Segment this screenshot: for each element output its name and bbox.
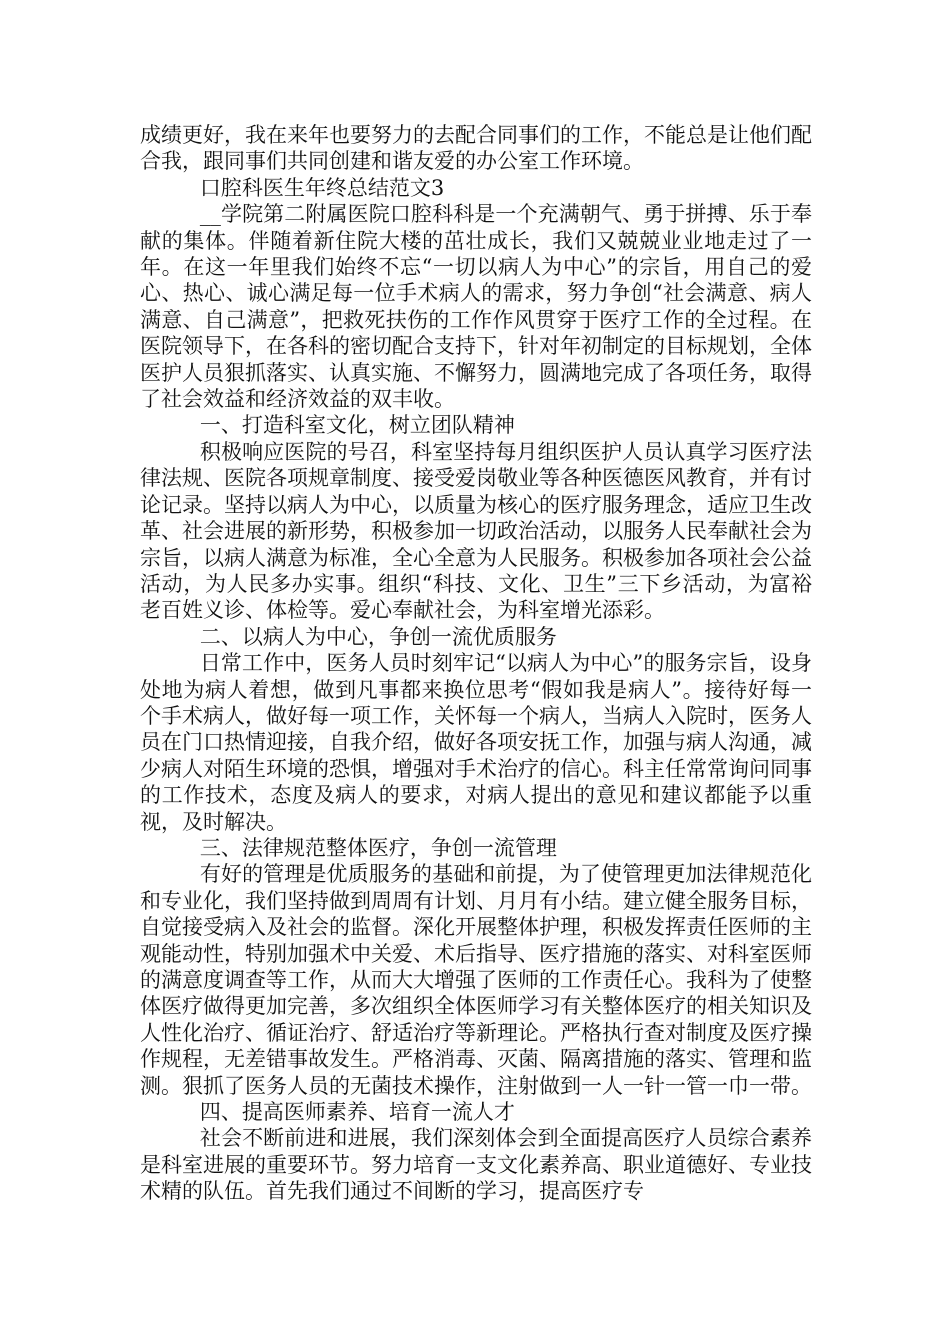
paragraph-continuation: 成绩更好，我在来年也要努力的去配合同事们的工作，不能总是让他们配合我，跟同事们共同创建和谐友爱的办公室工作环境。 (140, 123, 812, 174)
section-heading-4: 四、提高医师素养、培育一流人才 (199, 1100, 515, 1125)
article-title: 口腔科医生年终总结范文3 (199, 175, 445, 200)
section-heading-2: 二、以病人为中心，争创一流优质服务 (199, 624, 557, 649)
document-body (140, 122, 812, 1205)
paragraph-intro: __学院第二附属医院口腔科科是一个充满朝气、勇于拼搏、乐于奉献的集体。伴随着新住院大楼的茁壮成长，我们又兢兢业业地走过了一年。在这一年里我们始终不忘“一切以病人为中心”的宗旨，用自己的爱心、热心、诚心满足每一位手术病人的需求，努力争创“社会满意、病人满意、自己满意”，把救死扶伤的工作作风贯穿于医疗工作的全过程。在医院领导下，在各科的密切配合支持下，针对年初制定的目标规划，全体医护人员狠抓落实、认真实施、不懈努力，圆满地完成了各项任务，取得了社会效益和经济效益的双丰收。 (140, 202, 812, 412)
paragraph-section-1: 积极响应医院的号召，科室坚持每月组织医护人员认真学习医疗法律法规、医院各项规章制度、接受爱岗敬业等各种医德医风教育，并有讨论记录。坚持以病人为中心，以质量为核心的医疗服务理念，适应卫生改革、社会进展的新形势，积极参加一切政治活动，以服务人民奉献社会为宗旨，以病人满意为标准，全心全意为人民服务。积极参加各项社会公益活动，为人民多办实事。组织“科技、文化、卫生”三下乡活动，为富裕老百姓义诊、体检等。爱心奉献社会，为科室增光添彩。 (140, 439, 812, 623)
section-heading-3: 三、法律规范整体医疗，争创一流管理 (199, 835, 557, 860)
paragraph-section-3: 有好的管理是优质服务的基础和前提，为了使管理更加法律规范化和专业化，我们坚持做到周周有计划、月月有小结。建立健全服务目标，自觉接受病入及社会的监督。深化开展整体护理，积极发挥责任医师的主观能动性，特别加强术中关爱、术后指导、医疗措施的落实、对科室医师的满意度调查等工作，从而大大增强了医师的工作责任心。我科为了使整体医疗做得更加完善，多次组织全体医师学习有关整体医疗的相关知识及人性化治疗、循证治疗、舒适治疗等新理论。严格执行查对制度及医疗操作规程，无差错事故发生。严格消毒、灭菌、隔离措施的落实、管理和监测。狠抓了医务人员的无菌技术操作，注射做到一人一针一管一巾一带。 (140, 862, 812, 1098)
paragraph-section-4: 社会不断前进和进展，我们深刻体会到全面提高医疗人员综合素养是科室进展的重要环节。努力培育一支文化素养高、职业道德好、专业技术精的队伍。首先我们通过不间断的学习，提高医疗专 (140, 1126, 812, 1204)
section-heading-1: 一、打造科室文化，树立团队精神 (199, 413, 515, 438)
paragraph-section-2: 日常工作中，医务人员时刻牢记“以病人为中心”的服务宗旨，设身处地为病人着想，做到凡事都来换位思考“假如我是病人”。接待好每一个手术病人，做好每一项工作，关怀每一个病人，当病人入院时，医务人员在门口热情迎接，自我介绍，做好各项安抚工作，加强与病人沟通，减少病人对陌生环境的恐惧，增强对手术治疗的信心。科主任常常询问同事的工作技术，态度及病人的要求，对病人提出的意见和建议都能予以重视，及时解决。 (140, 651, 812, 834)
